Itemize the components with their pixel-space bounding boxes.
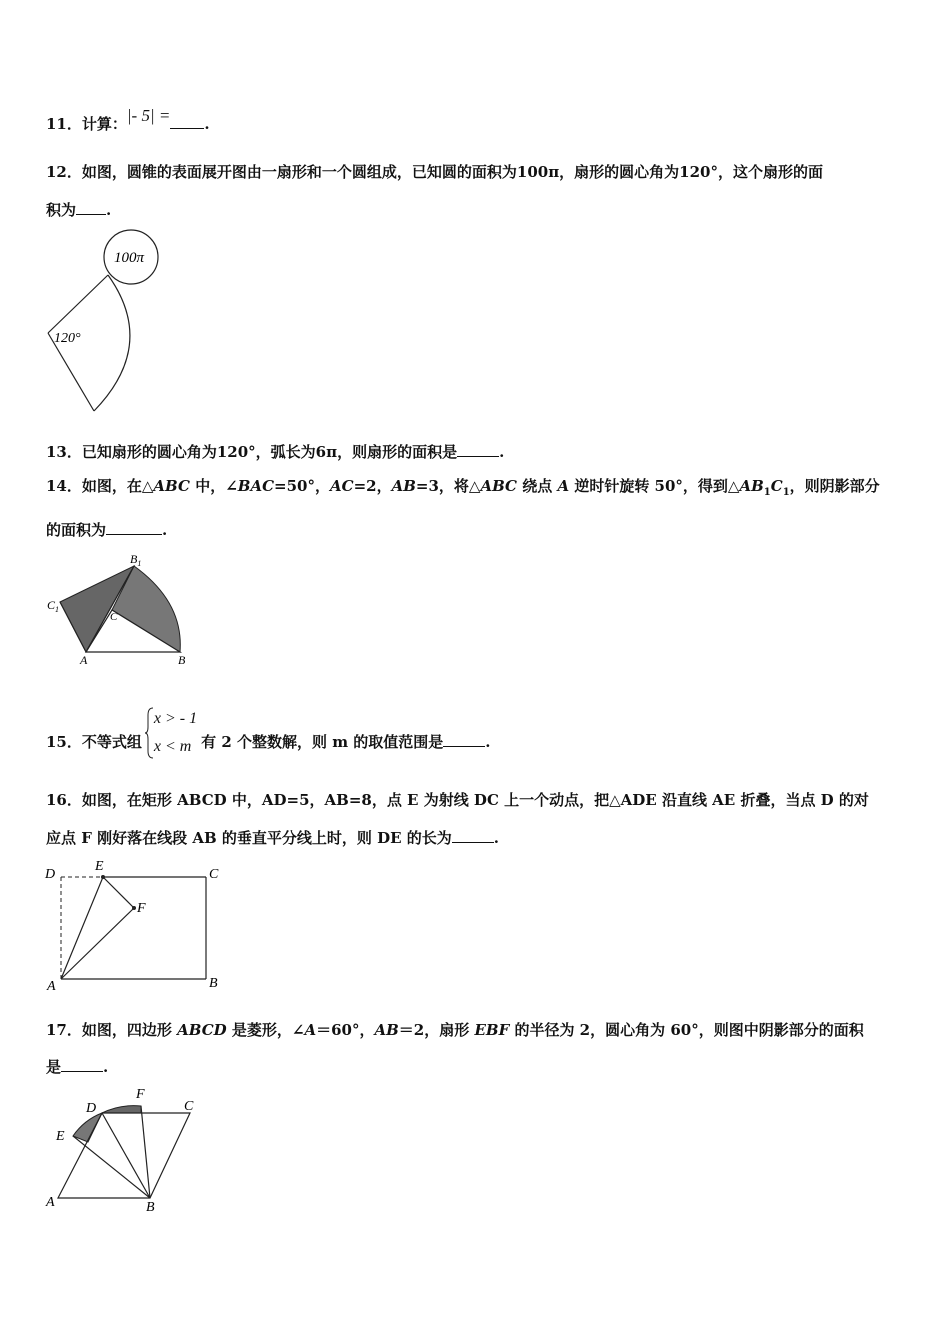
- sector-radius-upper: [48, 275, 108, 333]
- label-d: D: [86, 1101, 97, 1116]
- segment-ae: [61, 877, 103, 979]
- question-13: 13．已知扇形的圆心角为120°，弧长为6π，则扇形的面积是 .: [46, 443, 505, 461]
- shaded-region-top: [102, 1106, 141, 1113]
- answer-blank-15: [443, 732, 485, 747]
- label-f: F: [136, 1087, 145, 1102]
- answer-blank-13: [457, 442, 499, 457]
- segment-af: [61, 908, 134, 979]
- question-16: 16．如图，在矩形 ABCD 中，AD=5，AB=8，点 E 为射线 DC 上一个动点，把△ADE 沿直线 AE 折叠，当点 D 的对 应点 F 刚好落在线段 AB 的垂直平分线上时，则 DE 的长为 .: [46, 791, 869, 847]
- abs-value-expression: |- 5| =: [126, 106, 171, 125]
- shaded-region-left: [73, 1113, 102, 1142]
- rhombus-sector-figure: [42, 1082, 212, 1214]
- question-12: 12．如图，圆锥的表面展开图由一扇形和一个圆组成，已知圆的面积为100π，扇形的圆心角为120°，这个扇形的面 积为 .: [46, 163, 823, 219]
- label-b: B: [178, 653, 186, 667]
- circle-area-label: 100π: [114, 250, 145, 266]
- label-b: B: [146, 1200, 155, 1214]
- label-e: E: [56, 1129, 65, 1144]
- label-f: F: [137, 901, 146, 916]
- answer-blank-12: [76, 200, 106, 215]
- sector-arc: [94, 275, 130, 411]
- label-c: C: [110, 611, 118, 623]
- answer-blank-17: [61, 1057, 103, 1072]
- label-d: D: [45, 867, 56, 882]
- answer-blank-16: [452, 828, 494, 843]
- answer-blank-14: [106, 520, 162, 535]
- sector-angle-label: 120°: [54, 331, 81, 346]
- cone-net-figure: [40, 225, 170, 420]
- inequality-system: x > - 1 x < m: [142, 733, 196, 753]
- label-a: A: [46, 1195, 55, 1210]
- segment-be: [73, 1136, 150, 1198]
- label-a: A: [80, 653, 88, 667]
- answer-blank-11: [170, 114, 204, 129]
- question-15: 15．不等式组 x > - 1 x < m 有 2 个整数解，则 m 的取值范围是 .: [46, 732, 906, 753]
- label-b: B: [209, 976, 218, 991]
- question-17: 17．如图，四边形 ABCD 是菱形，∠A＝60°，AB＝2，扇形 EBF 的半径为 2，圆心角为 60°，则图中阴影部分的面积 是 .: [46, 1021, 864, 1076]
- rectangle-fold-figure: [42, 856, 232, 996]
- rhombus-abcd: [58, 1113, 190, 1198]
- segment-ef: [103, 877, 134, 908]
- label-c: C: [209, 867, 219, 882]
- rotation-figure: [44, 552, 204, 670]
- label-c1: $C_1$: [47, 598, 60, 614]
- label-c: C: [184, 1099, 194, 1114]
- label-e: E: [95, 859, 104, 874]
- question-11: 11．计算：|- 5| = .: [46, 106, 210, 133]
- question-14: 14．如图，在△ABC 中，∠BAC=50°，AC=2，AB=3，将△ABC 绕点 A 逆时针旋转 50°，得到$\triangle AB_1C_1$，则阴影部分 的面积为 .: [46, 477, 880, 539]
- label-a: A: [47, 979, 56, 994]
- brace-icon: [144, 707, 154, 759]
- label-b1: $B_1$: [130, 552, 142, 568]
